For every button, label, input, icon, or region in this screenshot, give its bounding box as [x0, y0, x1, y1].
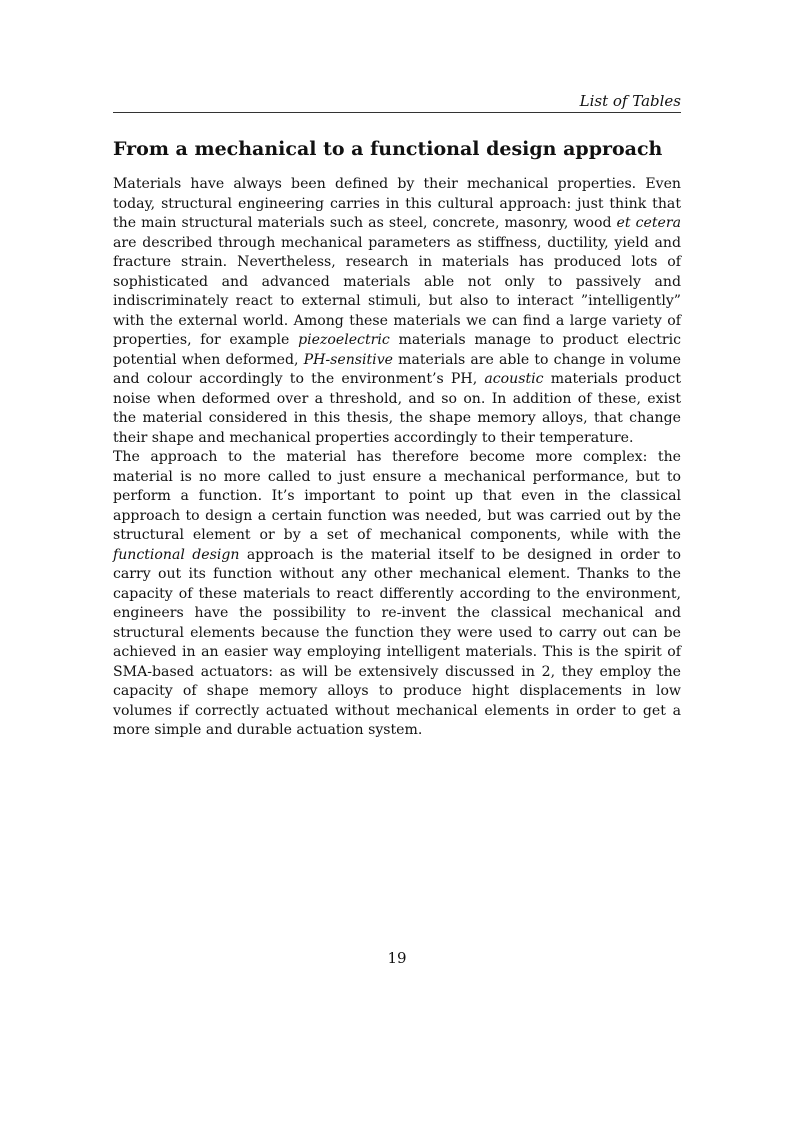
- paragraph-1-text-4: materials are able to change in volume and colour accordingly to the environment’s PH,: [113, 351, 681, 387]
- running-header-title: List of Tables: [579, 92, 681, 110]
- section-title: From a mechanical to a functional design approach: [113, 138, 663, 160]
- paragraph-1-emphasis-2: piezoelectric: [298, 332, 390, 348]
- paragraph-2-text-1: The approach to the material has therefore become more complex: the material is no more called to just ensure a mechanical performance, but to perform a function. It’s important to point up that even in the classical approach to design a certain function was needed, but was carried out by the structural element or by a set of mechanical components, while with the: [113, 449, 681, 543]
- paragraph-1-text-1: Materials have always been defined by their mechanical properties. Even today, structural engineering carries in this cultural approach: just think that the main structural materials such as steel, concrete, masonry, wood: [113, 176, 681, 231]
- paragraph-1-emphasis-3: PH-sensitive: [303, 351, 393, 368]
- body-text: [113, 175, 681, 741]
- paragraph-1-text-5: materials product noise when deformed over a threshold, and so on. In addition of these, exist the material considered in this thesis, the shape memory alloys, that change their shape and mechanical properties accordingly to their temperature.: [113, 371, 681, 446]
- paragraph-1: [113, 175, 681, 448]
- paragraph-1-emphasis-4: acoustic: [484, 371, 544, 387]
- paragraph-2: [113, 448, 681, 741]
- paragraph-2-emphasis-1: functional design: [113, 546, 240, 563]
- running-header: [113, 90, 681, 113]
- paragraph-1-text-3: materials manage to product electric potential when deformed,: [113, 332, 682, 368]
- paragraph-2-text-2: approach is the material itself to be designed in order to carry out its function without any other mechanical element. Thanks to the capacity of these materials to react differently according to the environment, engineers have the possibility to re-invent the classical mechanical and structural elements because the function they were used to carry out can be achieved in an easier way employing intelligent materials. This is the spirit of SMA-based actuators: as will be extensively discussed in 2, they employ the capacity of shape memory alloys to produce hight displacements in low volumes if correctly actuated without mechanical elements in order to get a more simple and durable actuation system.: [113, 546, 681, 738]
- paragraph-1-text-2: are described through mechanical parameters as stiffness, ductility, yield and fracture strain. Nevertheless, research in materials has produced lots of sophisticated and advanced materials able not only to passively and indiscriminately react to external stimuli, but also to interact ”intelligently” with the external world. Among these materials we can find a large variety of properties, for example: [113, 234, 681, 348]
- paragraph-1-emphasis-1: et cetera: [616, 215, 681, 231]
- page-number: 19: [387, 949, 407, 967]
